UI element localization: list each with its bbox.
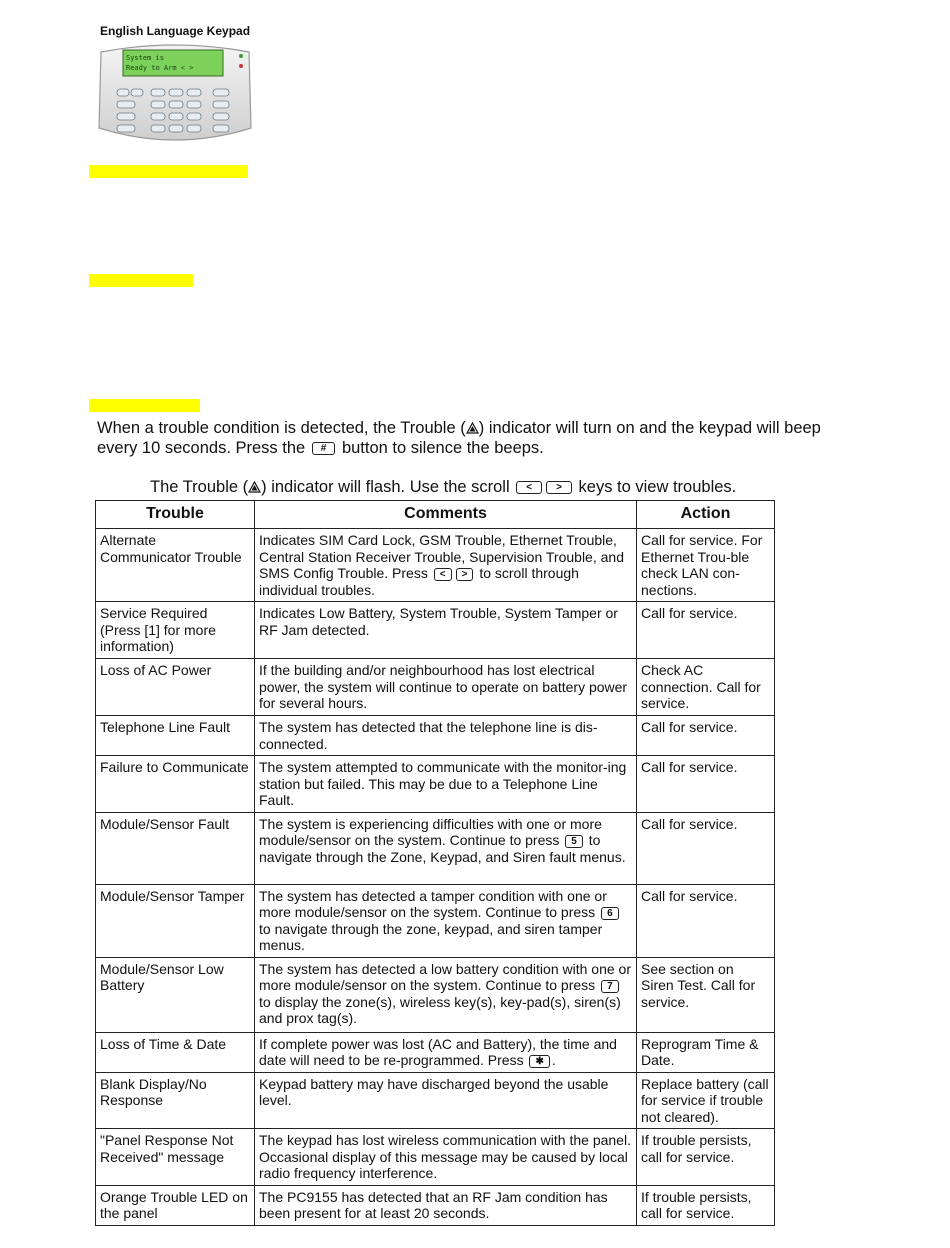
- table-row: [96, 1129, 775, 1186]
- trouble-cell: Loss of AC Power: [96, 659, 255, 716]
- highlight-bar-2: [89, 274, 193, 287]
- trouble-cell: "Panel Response Not Received" message: [96, 1129, 255, 1186]
- table-row: [96, 529, 775, 602]
- scroll-right-key-icon: >: [546, 481, 572, 494]
- lcd-line2: Ready to Arm < >: [126, 64, 194, 72]
- trouble-cell: Alternate Communicator Trouble: [96, 529, 255, 602]
- action-cell: Call for service.: [637, 812, 775, 884]
- trouble-cell: Blank Display/No Response: [96, 1072, 255, 1129]
- comments-cell: The system has detected a tamper condition with one or more module/sensor on the system. Continue to press 6 to navigate through the zone, keypad, and siren tamper menus.: [255, 884, 637, 957]
- table-row: [96, 1032, 775, 1072]
- comments-cell: The system has detected a low battery condition with one or more module/sensor on the system. Continue to press 7 to display the zone(s), wireless key(s), key-pad(s), siren(s) and prox tag(s).: [255, 957, 637, 1032]
- comments-cell: If complete power was lost (AC and Battery), the time and date will need to be re-programmed. Press ✱ .: [255, 1032, 637, 1072]
- table-row: [96, 812, 775, 884]
- table-row: [96, 957, 775, 1032]
- comments-cell: Indicates Low Battery, System Trouble, System Tamper or RF Jam detected.: [255, 602, 637, 659]
- trouble-cell: Loss of Time & Date: [96, 1032, 255, 1072]
- hash-key-icon: #: [312, 442, 336, 455]
- table-row: [96, 884, 775, 957]
- action-cell: Call for service.: [637, 716, 775, 756]
- action-cell: If trouble persists, call for service.: [637, 1185, 775, 1225]
- comments-cell: The system is experiencing difficulties with one or more module/sensor on the system. Continue to press 5 to navigate through the Zone, Keypad, and Siren fault menus.: [255, 812, 637, 884]
- action-cell: Call for service.: [637, 756, 775, 813]
- action-cell: Call for service.: [637, 884, 775, 957]
- keypad-caption: English Language Keypad: [100, 24, 251, 38]
- action-cell: Call for service.: [637, 602, 775, 659]
- trouble-triangle-icon: [248, 481, 261, 493]
- star-key-icon: ✱: [529, 1055, 549, 1068]
- table-header-row: [96, 501, 775, 529]
- action-cell: If trouble persists, call for service.: [637, 1129, 775, 1186]
- key-6-icon: 6: [601, 907, 619, 920]
- scroll-left-key-icon: <: [516, 481, 542, 494]
- trouble-cell: Module/Sensor Tamper: [96, 884, 255, 957]
- comments-cell: Indicates SIM Card Lock, GSM Trouble, Ethernet Trouble, Central Station Receiver Trouble, Supervision Trouble, and SMS Config Trouble. Press < > to scroll through individual troubles.: [255, 529, 637, 602]
- scroll-note: The Trouble ( ) indicator will flash. Use the scroll < > keys to view troubles.: [150, 478, 737, 496]
- highlight-bar-1: [89, 165, 248, 178]
- lcd-line1: System is: [126, 54, 164, 62]
- trouble-cell: Module/Sensor Fault: [96, 812, 255, 884]
- trouble-cell: Telephone Line Fault: [96, 716, 255, 756]
- highlight-bar-3: [89, 399, 200, 412]
- comments-cell: Keypad battery may have discharged beyond the usable level.: [255, 1072, 637, 1129]
- table-row: [96, 756, 775, 813]
- trouble-cell: Failure to Communicate: [96, 756, 255, 813]
- action-cell: Check AC connection. Call for service.: [637, 659, 775, 716]
- trouble-cell: Module/Sensor Low Battery: [96, 957, 255, 1032]
- action-cell: Replace battery (call for service if trouble not cleared).: [637, 1072, 775, 1129]
- intro-paragraph: When a trouble condition is detected, the Trouble ( ) indicator will turn on and the keypad will beep every 10 seconds. Press the # button to silence the beeps.: [97, 419, 821, 457]
- table-row: [96, 716, 775, 756]
- table-row: [96, 1185, 775, 1225]
- trouble-table: [95, 500, 775, 1226]
- header-trouble: Trouble: [96, 501, 255, 529]
- scroll-left-key-icon: <: [434, 568, 452, 581]
- key-7-icon: 7: [601, 980, 619, 993]
- comments-cell: The system attempted to communicate with the monitor-ing station but failed. This may be due to a Telephone Line Fault.: [255, 756, 637, 813]
- comments-cell: The keypad has lost wireless communication with the panel. Occasional display of this message may be caused by local radio frequency interference.: [255, 1129, 637, 1186]
- comments-cell: If the building and/or neighbourhood has lost electrical power, the system will continue to operate on battery power for several hours.: [255, 659, 637, 716]
- trouble-triangle-icon: [466, 422, 479, 434]
- comments-cell: The system has detected that the telephone line is dis-connected.: [255, 716, 637, 756]
- scroll-right-key-icon: >: [456, 568, 474, 581]
- table-row: [96, 1072, 775, 1129]
- action-cell: Call for service. For Ethernet Trou-ble check LAN con-nections.: [637, 529, 775, 602]
- trouble-cell: Service Required (Press [1] for more information): [96, 602, 255, 659]
- keypad-image: [95, 40, 255, 150]
- trouble-cell: Orange Trouble LED on the panel: [96, 1185, 255, 1225]
- table-row: [96, 602, 775, 659]
- action-cell: Reprogram Time & Date.: [637, 1032, 775, 1072]
- table-row: [96, 659, 775, 716]
- comments-cell: The PC9155 has detected that an RF Jam condition has been present for at least 20 seconds.: [255, 1185, 637, 1225]
- key-5-icon: 5: [565, 835, 583, 848]
- action-cell: See section on Siren Test. Call for service.: [637, 957, 775, 1032]
- header-action: Action: [637, 501, 775, 529]
- header-comments: Comments: [255, 501, 637, 529]
